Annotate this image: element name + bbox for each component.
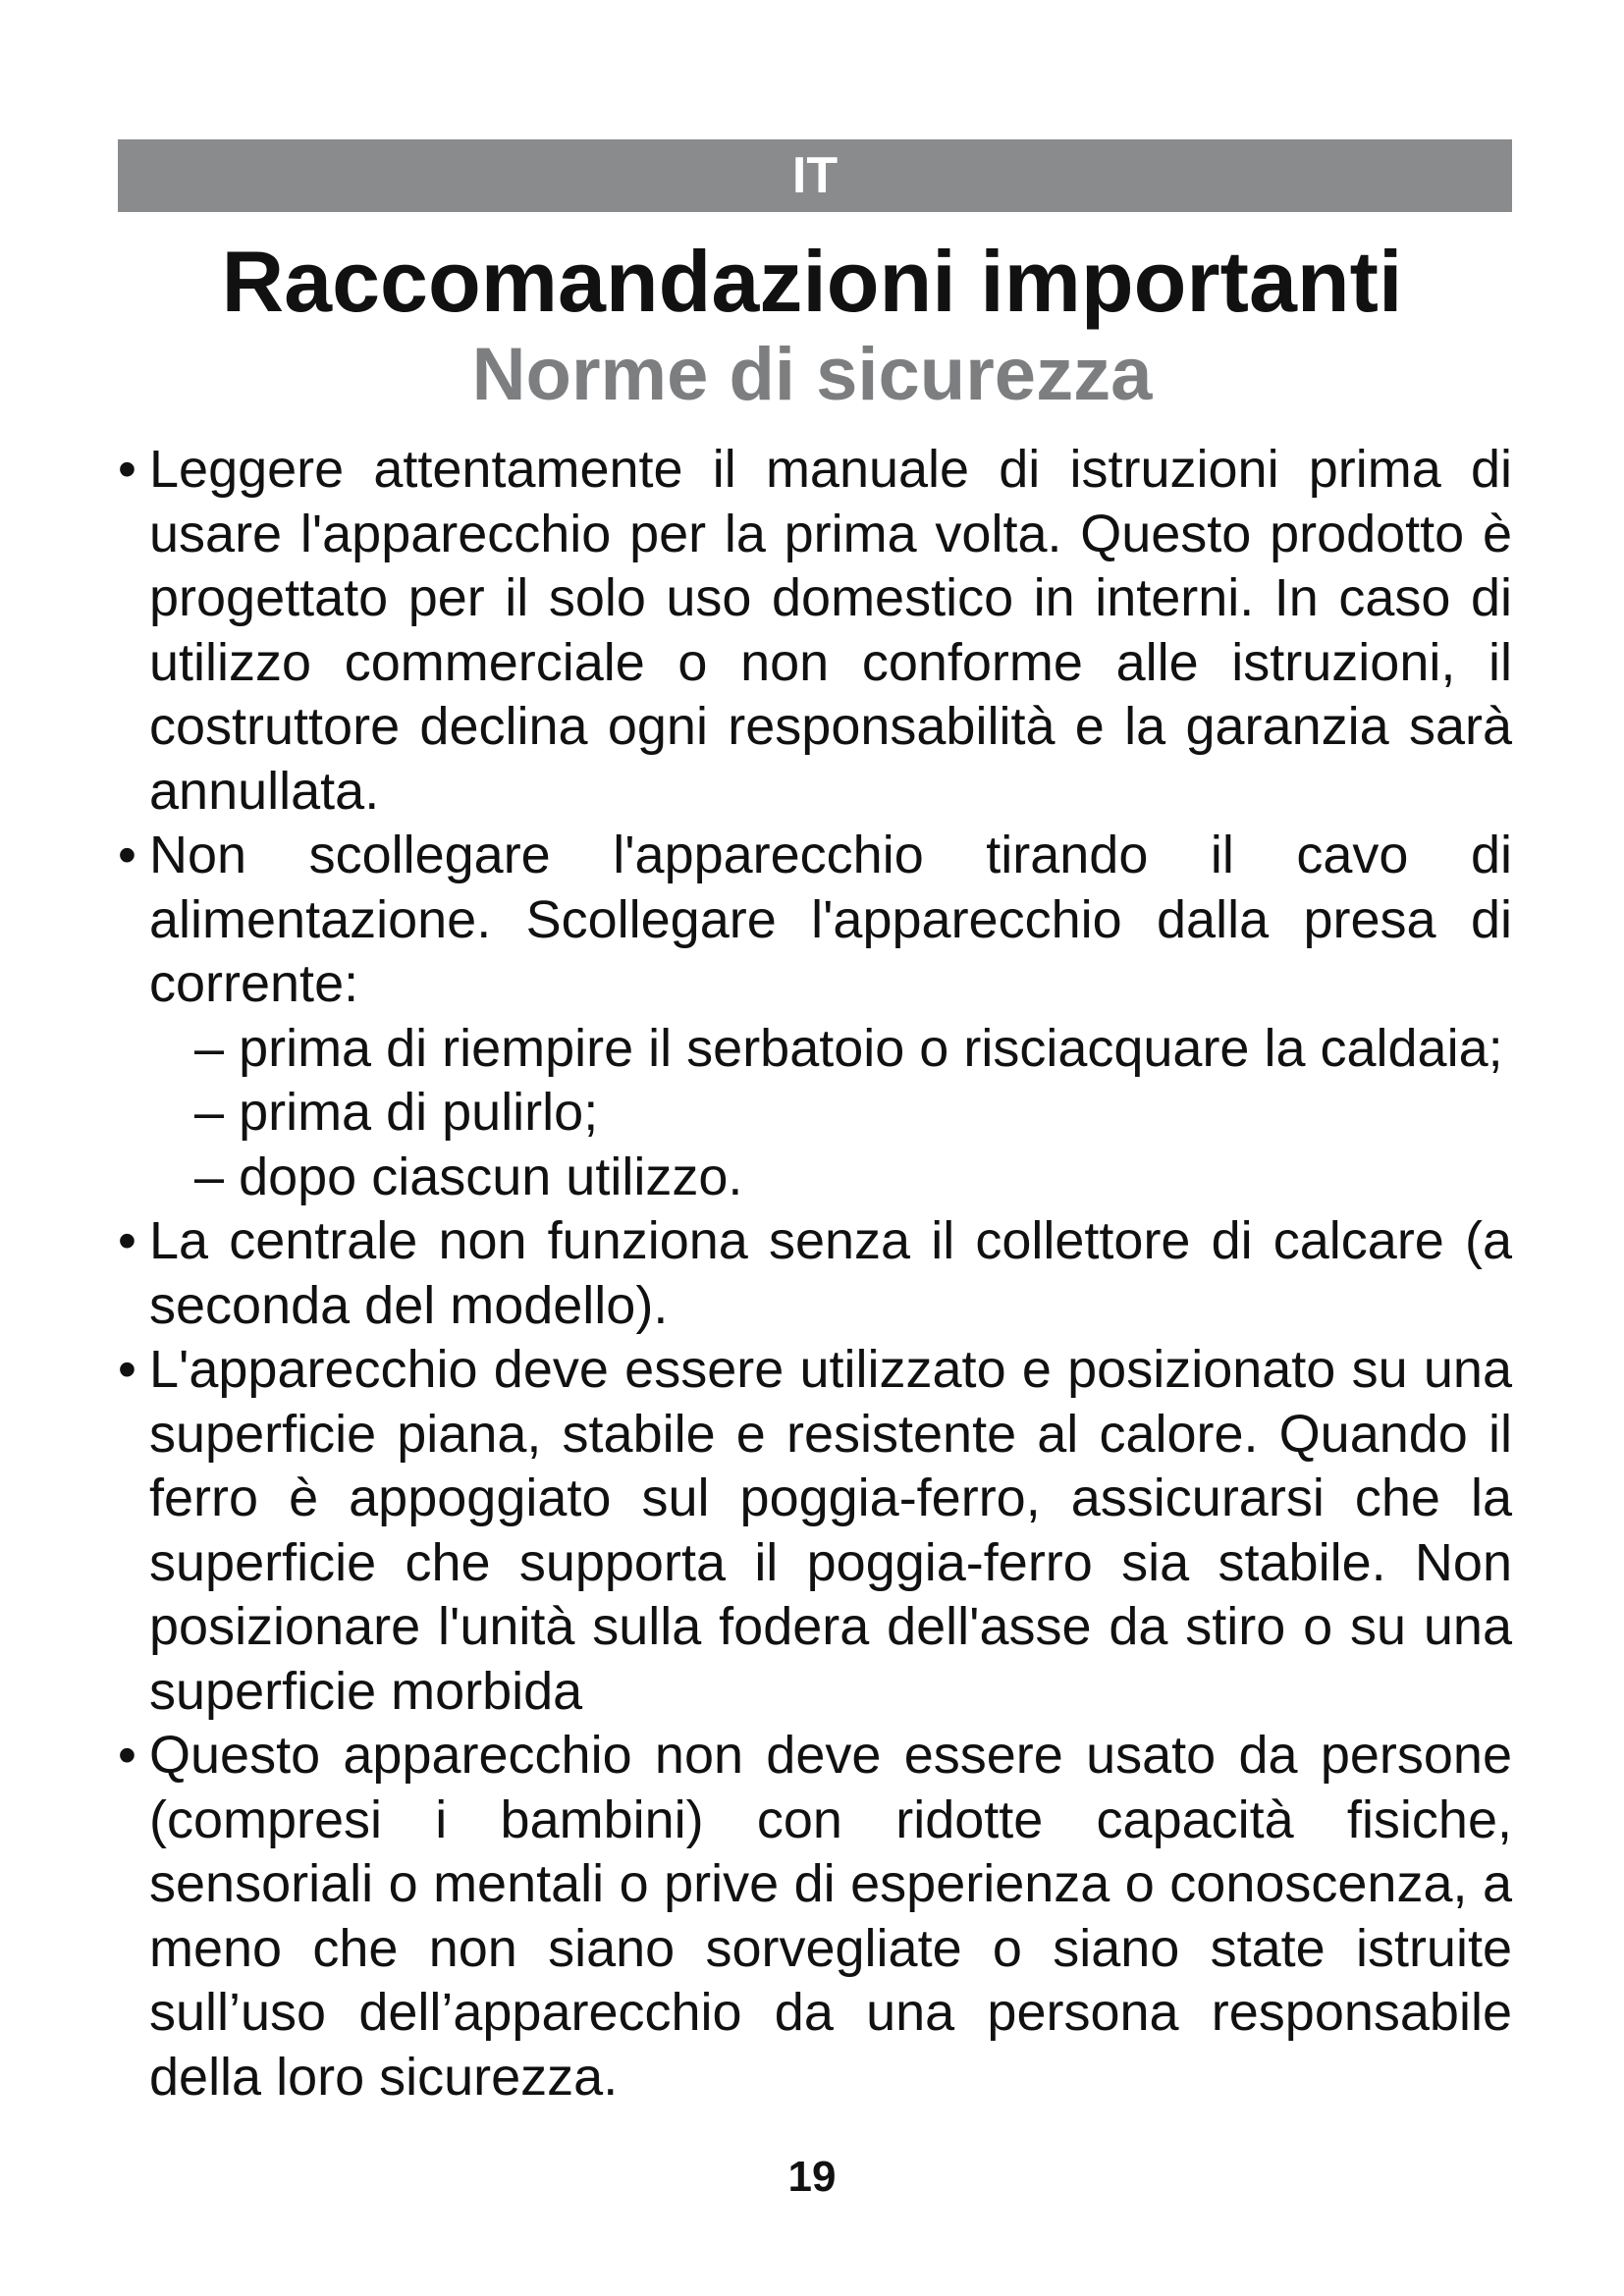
instruction-list [118, 438, 1512, 2109]
safety-instructions [118, 438, 1512, 2109]
page-number: 19 [787, 2153, 837, 2201]
sub-list-item [194, 1146, 1512, 1210]
list-item [118, 1724, 1512, 2109]
bullet-icon: • [118, 826, 136, 884]
bullet-icon: • [118, 440, 136, 499]
sub-list-item [194, 1017, 1512, 1082]
list-item [118, 1209, 1512, 1338]
sub-list [149, 1017, 1512, 1210]
bullet-icon: • [118, 1726, 136, 1785]
list-item [118, 1338, 1512, 1724]
sub-list-item-text: dopo ciascun utilizzo. [239, 1147, 743, 1206]
bullet-icon: • [118, 1340, 136, 1399]
page-subtitle: Norme di sicurezza [471, 333, 1153, 416]
page-title: Raccomandazioni importanti [221, 233, 1403, 330]
list-item-text: Leggere attentamente il manuale di istruzioni prima di usare l'apparecchio per la prima volta. Questo prodotto è progettato per il solo uso domestico in interni. In caso di utilizzo commerciale o non conforme alle istruzioni, il costruttore declina ogni responsabilità e la garanzia sarà annullata. [149, 440, 1512, 821]
list-item [118, 438, 1512, 824]
dash-icon: – [194, 1083, 225, 1142]
list-item-text: Questo apparecchio non deve essere usato da persone (compresi i bambini) con ridotte capacità fisiche, sensoriali o mentali o prive di esperienza o conoscenza, a meno che non siano sorvegliate o siano state istruite sull’uso dell’apparecchio da una persona responsabile della loro sicurezza. [149, 1726, 1512, 2107]
bullet-icon: • [118, 1211, 136, 1270]
dash-icon: – [194, 1147, 225, 1206]
sub-list-item-text: prima di pulirlo; [239, 1083, 599, 1142]
sub-list-item [194, 1081, 1512, 1146]
dash-icon: – [194, 1018, 225, 1078]
list-item-text: L'apparecchio deve essere utilizzato e posizionato su una superficie piana, stabile e resistente al calore. Quando il ferro è appoggiato sul poggia-ferro, assicurarsi che la superficie che supporta il poggia-ferro sia stabile. Non posizionare l'unità sulla fodera dell'asse da stiro o su una superficie morbida [149, 1340, 1512, 1721]
language-tab-bar [118, 139, 1512, 212]
sub-list-item-text: prima di riempire il serbatoio o risciacquare la caldaia; [239, 1018, 1503, 1078]
list-item-text: La centrale non funziona senza il collettore di calcare (a seconda del modello). [149, 1211, 1512, 1335]
language-code: IT [791, 147, 839, 204]
list-item [118, 824, 1512, 1209]
list-item-text: Non scollegare l'apparecchio tirando il cavo di alimentazione. Scollegare l'apparecchio dalla presa di corrente: [149, 826, 1512, 1013]
